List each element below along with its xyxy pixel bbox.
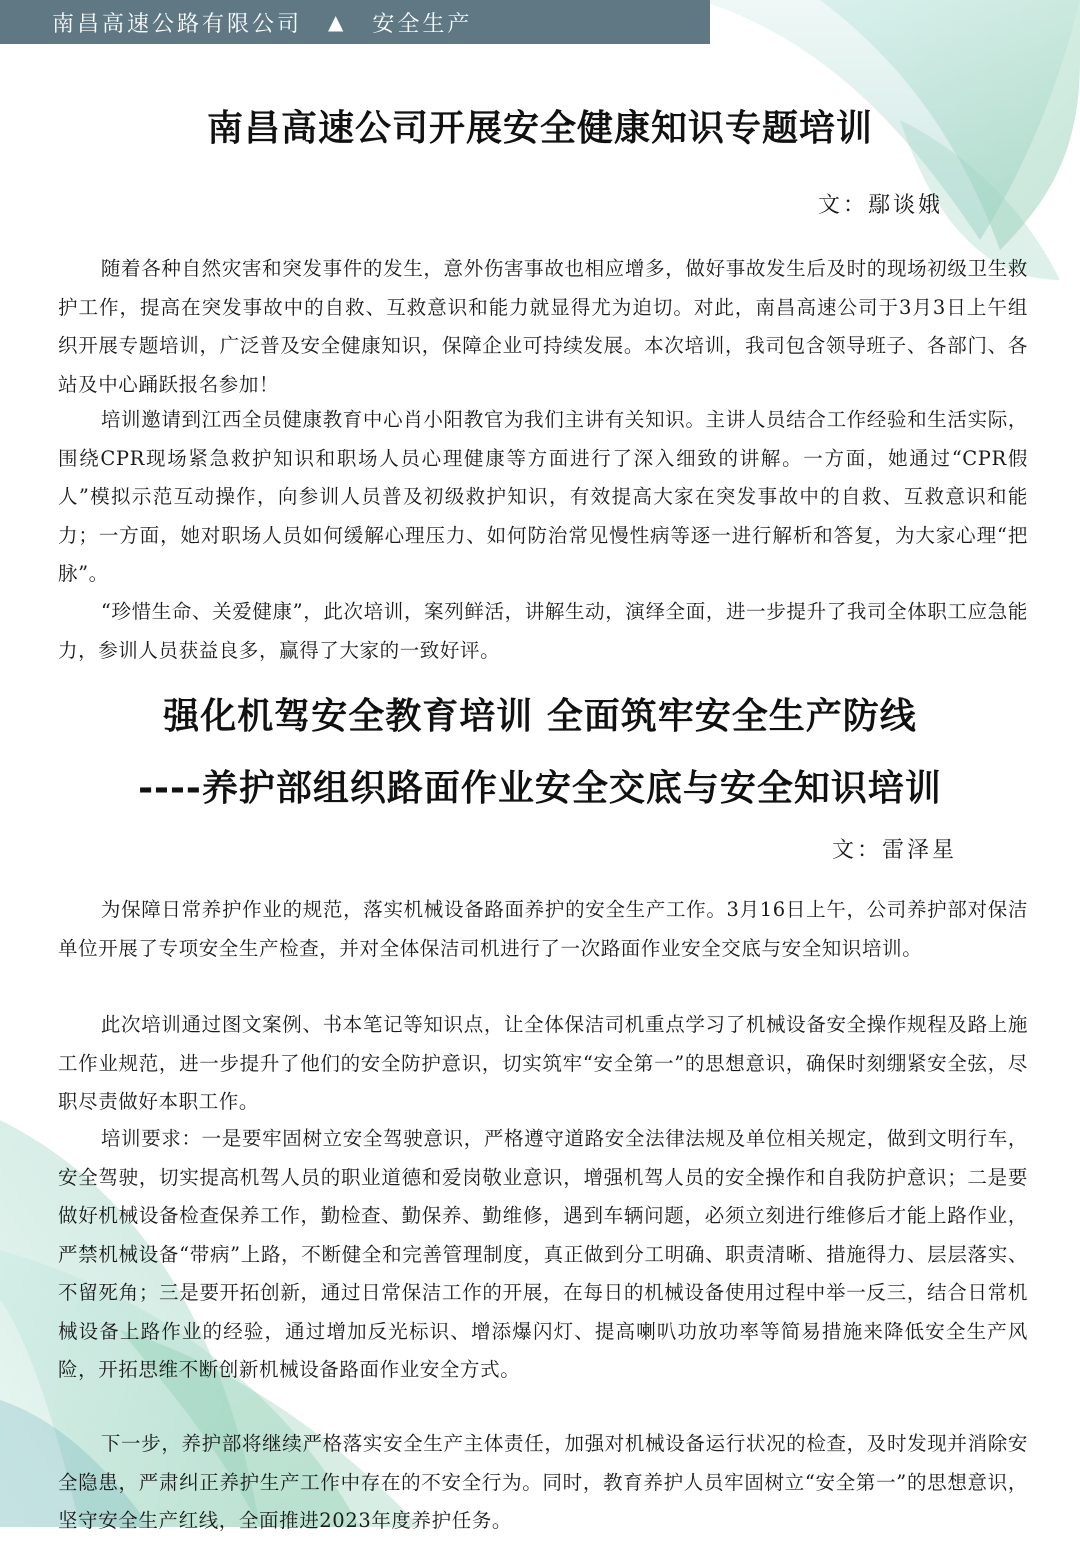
header-company: 南昌高速公路有限公司 (52, 11, 303, 37)
article2-paragraph-2: 此次培训通过图文案例、书本笔记等知识点，让全体保洁司机重点学习了机械设备安全操作规程及路上施工作业规范，进一步提升了他们的安全防护意识，切实筑牢“安全第一”的思想意识，确保时刻绷紧安全弦，尽职尽责做好本职工作。 (58, 1013, 1028, 1113)
article1-paragraph-2: 培训邀请到江西全员健康教育中心肖小阳教官为我们主讲有关知识。主讲人员结合工作经验和生活实际，围绕CPR现场紧急救护知识和职场人员心理健康等方面进行了深入细致的讲解。一方面，她通过“CPR假人”模拟示范互动操作，向参训人员普及初级救护知识，有效提高大家在突发事故中的自救、互救意识和能力；一方面，她对职场人员如何缓解心理压力、如何防治常见慢性病等逐一进行解析和答复，为大家心理“把脉”。 (58, 408, 1028, 585)
article1-author: 文：鄢谈娥 (818, 193, 944, 218)
header-section: 安全生产 (372, 11, 473, 37)
article2-title-line2: ----养护部组织路面作业安全交底与安全知识培训 (138, 768, 942, 809)
article1-paragraph-3: “珍惜生命、关爱健康”，此次培训，案列鲜活，讲解生动，演绎全面，进一步提升了我司全体职工应急能力，参训人员获益良多，赢得了大家的一致好评。 (58, 600, 1028, 662)
article2-paragraph-1: 为保障日常养护作业的规范，落实机械设备路面养护的安全生产工作。3月16日上午，公司养护部对保洁单位开展了专项安全生产检查，并对全体保洁司机进行了一次路面作业安全交底与安全知识培训。 (58, 898, 1028, 960)
article2-paragraph-3: 培训要求：一是要牢固树立安全驾驶意识，严格遵守道路安全法律法规及单位相关规定，做到文明行车，安全驾驶，切实提高机驾人员的职业道德和爱岗敬业意识，增强机驾人员的安全操作和自我防护意识；二是要做好机械设备检查保养工作，勤检查、勤保养、勤维修，遇到车辆问题，必须立刻进行维修后才能上路作业，严禁机械设备“带病”上路，不断健全和完善管理制度，真正做到分工明确、职责清晰、措施得力、层层落实、不留死角；三是要开拓创新，通过日常保洁工作的开展，在每日的机械设备使用过程中举一反三，结合日常机械设备上路作业的经验，通过增加反光标识、增添爆闪灯、提高喇叭功放功率等简易措施来降低安全生产风险，开拓思维不断创新机械设备路面作业安全方式。 (58, 1127, 1028, 1381)
triangle-icon: ▲ (328, 10, 347, 34)
article1-title: 南昌高速公司开展安全健康知识专题培训 (206, 108, 873, 149)
article1-paragraph-1: 随着各种自然灾害和突发事件的发生，意外伤害事故也相应增多，做好事故发生后及时的现场初级卫生救护工作，提高在突发事故中的自救、互救意识和能力就显得尤为迫切。对此，南昌高速公司于3月3日上午组织开展专题培训，广泛普及安全健康知识，保障企业可持续发展。本次培训，我司包含领导班子、各部门、各站及中心踊跃报名参加！ (58, 257, 1028, 396)
article2-title-line1: 强化机驾安全教育培训 全面筑牢安全生产防线 (163, 696, 917, 737)
article2-author: 文：雷泽星 (832, 838, 958, 863)
article2-paragraph-4: 下一步，养护部将继续严格落实安全生产主体责任，加强对机械设备运行状况的检查，及时发现并消除安全隐患，严肃纠正养护生产工作中存在的不安全行为。同时，教育养护人员牢固树立“安全第一”的思想意识，坚守安全生产红线，全面推进2023年度养护任务。 (58, 1432, 1028, 1532)
